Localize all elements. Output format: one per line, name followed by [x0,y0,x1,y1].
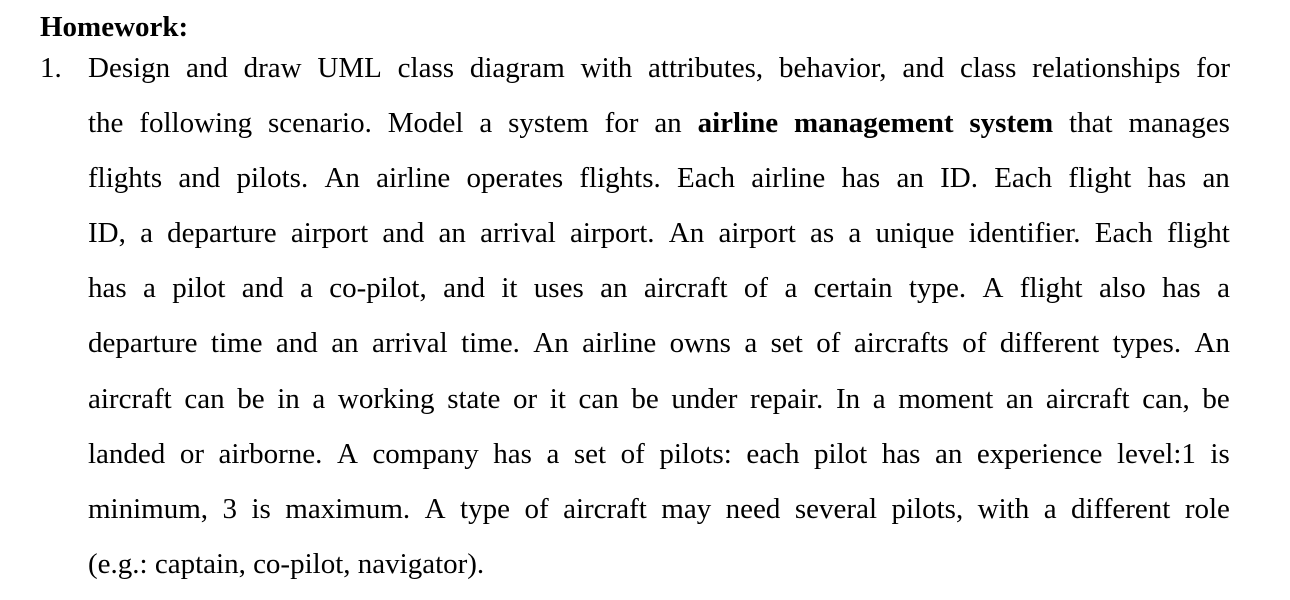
word: pilot [814,437,868,470]
word: airline [582,327,657,360]
paragraph-line [88,48,1230,103]
word: A [336,437,358,470]
word: in [277,382,300,415]
word: flight [1166,217,1230,250]
word: An [1194,327,1230,360]
word: of [816,327,841,360]
word: aircraft [88,382,172,415]
word: operates [466,162,564,195]
word: a [140,217,153,250]
word: is [1210,437,1230,470]
word: pilots: [659,437,732,470]
bold-word: system [969,107,1054,140]
word: Each [1094,217,1153,250]
word: diagram [469,52,565,84]
word: and [241,272,284,305]
word: it [501,272,518,305]
word: has [1162,272,1201,305]
word: or [512,382,538,415]
word: for [604,107,639,140]
word: draw [243,52,302,84]
word: can [578,382,619,415]
word: that [1069,107,1113,140]
word: has [88,272,127,305]
word: also [1098,272,1146,305]
word: has [841,162,881,195]
word: role [1184,492,1230,525]
word: under [671,382,738,415]
homework-heading: Homework: [40,11,189,43]
word: landed [88,437,166,470]
paragraph-line [88,544,1230,599]
word: arrival [371,327,448,360]
word: it [549,382,566,415]
word: ID, [88,217,126,250]
paragraph-line [88,379,1230,434]
word: set [573,437,607,470]
word: following [139,107,253,140]
word: repair. [750,382,824,415]
word: ID. [940,162,978,195]
word: Each [994,162,1053,195]
bold-word: airline [697,107,779,140]
word: and [275,327,318,360]
line-text: (e.g.: captain, co-pilot, navigator). [88,547,485,580]
word: a [479,107,493,140]
word: several [794,492,878,525]
word: UML [317,52,382,84]
word: a [300,272,313,305]
word: flight [1019,272,1083,305]
word: of [743,272,769,305]
bold-word: management [794,107,954,140]
word: an [1005,382,1034,415]
word: an [600,272,628,305]
word: types. [1112,327,1182,360]
word: a [312,382,326,415]
word: state [447,382,501,415]
paragraph-line [88,213,1230,268]
word: airline [376,162,451,195]
word: departure [167,217,277,250]
word: system [508,107,589,140]
word: each [746,437,800,470]
word: identifier. [968,217,1081,250]
word: an [438,217,466,250]
word: and [178,162,221,195]
word: airport. [570,217,655,250]
paragraph-line [88,323,1230,378]
word: an [896,162,924,195]
word: aircraft [1045,382,1130,415]
word: A [982,272,1004,305]
word: for [1196,52,1230,84]
word: a [1043,492,1057,525]
paragraph-line [88,489,1230,544]
word: a [744,327,758,360]
word: unique [875,217,955,250]
word: Model [387,107,464,140]
word: An [324,162,360,195]
word: In [835,382,861,415]
paragraph-line [88,103,1230,158]
word: company [372,437,479,470]
word: of [524,492,549,525]
word: a [143,272,156,305]
word: pilot [172,272,226,305]
word: be [631,382,659,415]
word: and [382,217,425,250]
word: airborne. [218,437,323,470]
word: airport [290,217,369,250]
word: be [237,382,265,415]
word: a [872,382,886,415]
word: has [1147,162,1187,195]
word: can, [1142,382,1190,415]
word: an [331,327,359,360]
word: time [210,327,263,360]
word: with [580,52,633,84]
word: airline [751,162,826,195]
paragraph-line [88,268,1230,323]
word: as [809,217,835,250]
word: different [1071,492,1171,525]
word: aircraft [643,272,728,305]
word: of [962,327,987,360]
word: be [1202,382,1230,415]
word: is [251,492,271,525]
word: Each [677,162,735,195]
word: has [493,437,532,470]
word: and [185,52,228,84]
word: certain [813,272,893,305]
word: pilots. [236,162,309,195]
word: maximum. [285,492,411,525]
word: moment [898,382,994,415]
word: a [1217,272,1230,305]
word: pilots, [891,492,964,525]
word: minimum, [88,492,209,525]
word: level:1 [1116,437,1196,470]
word: a [784,272,798,305]
word: aircrafts [853,327,949,360]
word: class [960,52,1017,84]
word: need [725,492,781,525]
word: type [460,492,510,525]
paragraph-line [88,434,1230,489]
word: aircraft [563,492,647,525]
word: an [934,437,963,470]
word: class [397,52,455,84]
word: the [88,107,124,140]
word: owns [669,327,731,360]
word: a [848,217,862,250]
word: attributes, [648,52,764,84]
word: different [999,327,1100,360]
word: manages [1128,107,1230,140]
word: An [533,327,569,360]
word: experience [976,437,1103,470]
word: scenario. [268,107,372,140]
word: co-pilot, [329,272,427,305]
word: Design [88,52,171,84]
word: working [337,382,435,415]
word: can [184,382,225,415]
word: with [977,492,1030,525]
word: airport [718,217,796,250]
word: or [179,437,205,470]
word: has [881,437,921,470]
word: 3 [222,492,238,525]
word: and [902,52,945,84]
word: arrival [480,217,556,250]
word: A [424,492,446,525]
word: uses [533,272,584,305]
word: and [443,272,485,305]
word: behavior, [778,52,887,84]
word: relationships [1032,52,1181,84]
word: type. [908,272,967,305]
word: an [1202,162,1230,195]
list-item-text [88,48,1230,599]
word: an [654,107,682,140]
word: of [620,437,645,470]
word: flights [88,162,163,195]
word: set [770,327,803,360]
list-item-number: 1. [40,52,62,84]
word: An [668,217,705,250]
word: time. [461,327,520,360]
word: may [661,492,712,525]
paragraph-line [88,158,1230,213]
word: departure [88,327,198,360]
word: flights. [579,162,661,195]
word: a [546,437,560,470]
word: flight [1068,162,1132,195]
